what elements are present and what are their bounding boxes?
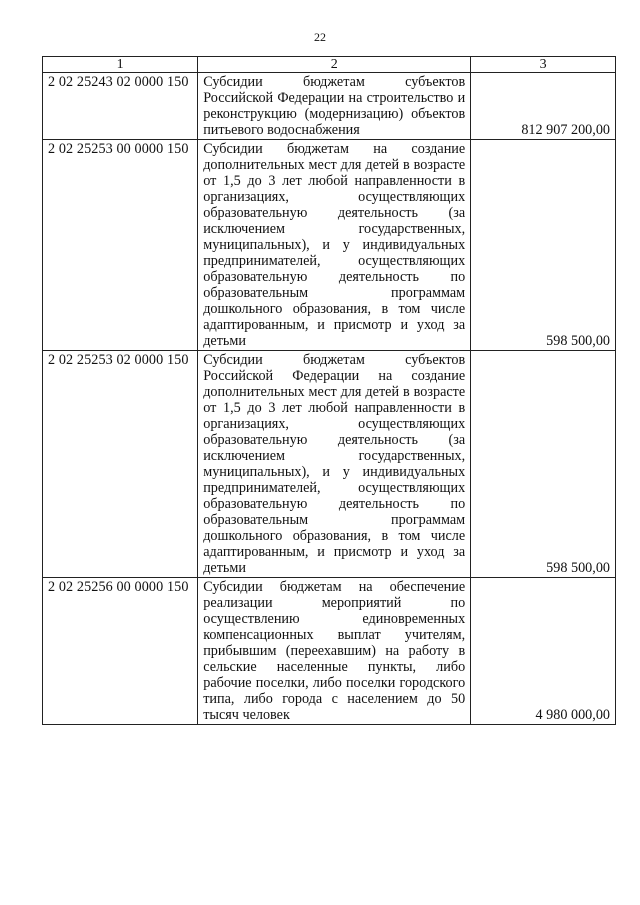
table-row [43, 140, 616, 351]
budget-code: 2 02 25256 00 0000 150 [43, 578, 198, 725]
budget-code: 2 02 25243 02 0000 150 [43, 73, 198, 140]
column-header-code: 1 [43, 57, 198, 73]
budget-description: Субсидии бюджетам субъектов Российской Федерации на создание дополнительных мест для детей в возрасте от 1,5 до 3 лет любой направленности в организациях, осуществляющих образовательную деятельность (за исключением государственных, муниципальных), и у индивидуальных предпринимателей, осуществляющих образовательную деятельность по образовательным программам дошкольного образования, в том числе адаптированным, и присмотр и уход за детьми [198, 351, 471, 578]
budget-description: Субсидии бюджетам на создание дополнительных мест для детей в возрасте от 1,5 до 3 лет любой направленности в организациях, осуществляющих образовательную деятельность (за исключением государственных, муниципальных), и у индивидуальных предпринимателей, осуществляющих образовательную деятельность по образовательным программам дошкольного образования, в том числе адаптированным, и присмотр и уход за детьми [198, 140, 471, 351]
budget-amount: 812 907 200,00 [471, 73, 616, 140]
table-row [43, 578, 616, 725]
table-row [43, 73, 616, 140]
table-row [43, 351, 616, 578]
budget-table [42, 56, 616, 725]
budget-description: Субсидии бюджетам субъектов Российской Федерации на строительство и реконструкцию (модернизацию) объектов питьевого водоснабжения [198, 73, 471, 140]
table-header-row [43, 57, 616, 73]
budget-code: 2 02 25253 02 0000 150 [43, 351, 198, 578]
budget-code: 2 02 25253 00 0000 150 [43, 140, 198, 351]
page-number: 22 [314, 30, 326, 44]
budget-amount: 4 980 000,00 [471, 578, 616, 725]
column-header-description: 2 [198, 57, 471, 73]
budget-amount: 598 500,00 [471, 351, 616, 578]
budget-description: Субсидии бюджетам на обеспечение реализации мероприятий по осуществлению единовременных компенсационных выплат учителям, прибывшим (переехавшим) на работу в сельские населенные пункты, либо рабочие поселки, либо поселки городского типа, либо города с населением до 50 тысяч человек [198, 578, 471, 725]
budget-amount: 598 500,00 [471, 140, 616, 351]
column-header-amount: 3 [471, 57, 616, 73]
